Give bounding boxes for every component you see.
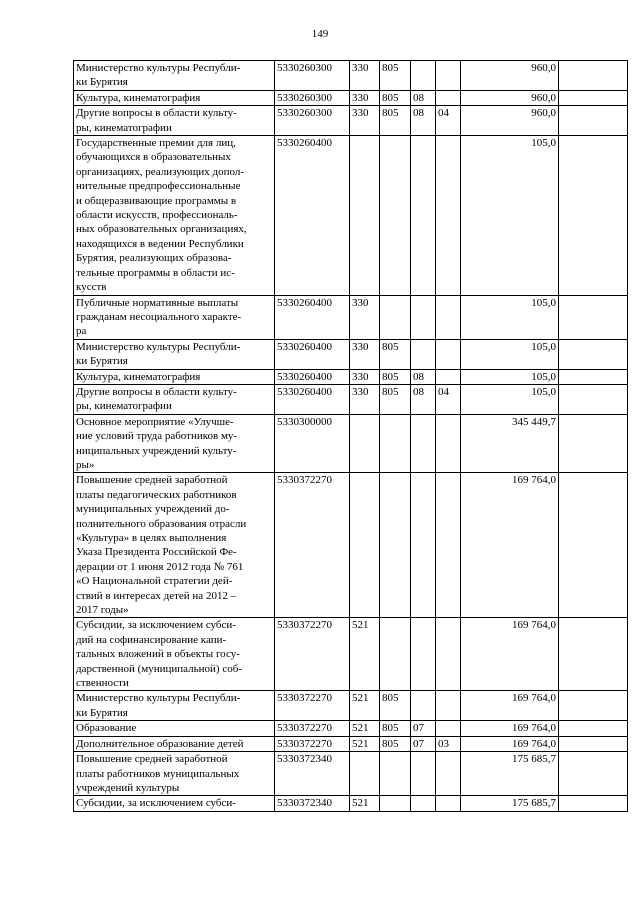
item-name-line: кусств: [76, 281, 107, 294]
budget-table-body: [74, 61, 628, 812]
ministry-code-cell: 805: [380, 384, 411, 414]
budget-table: [73, 60, 628, 812]
ministry-code-cell: 805: [380, 691, 411, 721]
expense-type-cell: 330: [350, 384, 380, 414]
target-article-cell: 5330260400: [275, 339, 350, 369]
amount-cell: 105,0: [461, 369, 559, 384]
expense-type-cell: [350, 414, 380, 473]
item-name-line: ры»: [76, 458, 95, 471]
empty-cell: [559, 339, 628, 369]
ministry-code-cell: 805: [380, 736, 411, 751]
item-name-line: Культура, кинематография: [76, 370, 201, 383]
item-name-line: и общеразвивающие программы в: [76, 194, 237, 207]
section-cell: [411, 295, 436, 339]
amount-cell: 169 764,0: [461, 618, 559, 691]
empty-cell: [559, 414, 628, 473]
item-name-line: полнительного образования отрасли: [76, 517, 247, 530]
item-name-line: Дополнительное образование детей: [76, 737, 244, 750]
item-name-line: ки Бурятия: [76, 706, 128, 719]
table-row: [74, 136, 628, 295]
item-name-line: дарственной (муниципальной) соб-: [76, 662, 242, 675]
item-name-cell: [74, 295, 275, 339]
ministry-code-cell: 805: [380, 106, 411, 136]
subsection-cell: [436, 136, 461, 295]
amount-cell: 960,0: [461, 61, 559, 91]
table-row: [74, 295, 628, 339]
ministry-code-cell: 805: [380, 369, 411, 384]
empty-cell: [559, 473, 628, 618]
target-article-cell: 5330260400: [275, 136, 350, 295]
table-row: [74, 339, 628, 369]
expense-type-cell: 330: [350, 106, 380, 136]
expense-type-cell: 521: [350, 618, 380, 691]
section-cell: [411, 61, 436, 91]
ministry-code-cell: [380, 618, 411, 691]
amount-cell: 960,0: [461, 90, 559, 105]
target-article-cell: 5330372270: [275, 473, 350, 618]
subsection-cell: [436, 90, 461, 105]
empty-cell: [559, 736, 628, 751]
item-name-cell: [74, 339, 275, 369]
subsection-cell: 04: [436, 106, 461, 136]
section-cell: 08: [411, 90, 436, 105]
subsection-cell: [436, 369, 461, 384]
expense-type-cell: [350, 752, 380, 796]
item-name-cell: [74, 369, 275, 384]
section-cell: [411, 136, 436, 295]
item-name-line: платы работников муниципальных: [76, 767, 240, 780]
empty-cell: [559, 691, 628, 721]
table-row: [74, 369, 628, 384]
target-article-cell: 5330260300: [275, 90, 350, 105]
table-row: [74, 473, 628, 618]
table-row: [74, 106, 628, 136]
section-cell: [411, 796, 436, 811]
item-name-line: ниципальных учреждений культу-: [76, 444, 237, 457]
item-name-line: Другие вопросы в области культу-: [76, 107, 237, 120]
target-article-cell: 5330372270: [275, 618, 350, 691]
item-name-cell: [74, 61, 275, 91]
section-cell: 08: [411, 369, 436, 384]
section-cell: [411, 339, 436, 369]
item-name-cell: [74, 691, 275, 721]
target-article-cell: 5330260300: [275, 106, 350, 136]
amount-cell: 169 764,0: [461, 736, 559, 751]
amount-cell: 105,0: [461, 339, 559, 369]
expense-type-cell: [350, 136, 380, 295]
item-name-cell: [74, 90, 275, 105]
empty-cell: [559, 106, 628, 136]
page-number: 149: [311, 28, 329, 40]
target-article-cell: 5330372270: [275, 691, 350, 721]
item-name-line: обучающихся в образовательных: [76, 151, 231, 164]
item-name-line: ки Бурятия: [76, 355, 128, 368]
subsection-cell: [436, 339, 461, 369]
item-name-line: ственности: [76, 677, 129, 690]
ministry-code-cell: [380, 473, 411, 618]
item-name-line: гражданам несоциального характе-: [76, 310, 242, 323]
item-name-line: Министерство культуры Республи-: [76, 62, 241, 74]
table-row: [74, 90, 628, 105]
subsection-cell: 04: [436, 384, 461, 414]
section-cell: [411, 691, 436, 721]
expense-type-cell: 330: [350, 339, 380, 369]
table-row: [74, 752, 628, 796]
item-name-line: тальных вложений в объекты госу-: [76, 648, 240, 661]
empty-cell: [559, 384, 628, 414]
amount-cell: 169 764,0: [461, 691, 559, 721]
expense-type-cell: 330: [350, 369, 380, 384]
item-name-cell: [74, 136, 275, 295]
empty-cell: [559, 369, 628, 384]
subsection-cell: [436, 796, 461, 811]
expense-type-cell: 521: [350, 736, 380, 751]
item-name-cell: [74, 618, 275, 691]
ministry-code-cell: 805: [380, 61, 411, 91]
table-row: [74, 414, 628, 473]
item-name-line: тельные программы в области ис-: [76, 266, 235, 279]
subsection-cell: 03: [436, 736, 461, 751]
section-cell: 07: [411, 736, 436, 751]
expense-type-cell: 521: [350, 721, 380, 736]
item-name-line: Субсидии, за исключением субси-: [76, 619, 236, 632]
ministry-code-cell: [380, 752, 411, 796]
item-name-line: организациях, реализующих допол-: [76, 165, 245, 178]
subsection-cell: [436, 721, 461, 736]
subsection-cell: [436, 414, 461, 473]
item-name-cell: [74, 721, 275, 736]
subsection-cell: [436, 473, 461, 618]
item-name-line: Государственные премии для лиц,: [76, 137, 236, 150]
expense-type-cell: [350, 473, 380, 618]
item-name-cell: [74, 414, 275, 473]
target-article-cell: 5330260400: [275, 369, 350, 384]
item-name-line: ных образовательных организациях,: [76, 223, 247, 236]
item-name-line: ры, кинематографии: [76, 400, 172, 413]
item-name-line: Основное мероприятие «Улучше-: [76, 415, 234, 428]
section-cell: [411, 473, 436, 618]
item-name-line: Субсидии, за исключением субси-: [76, 797, 236, 810]
item-name-line: Повышение средней заработной: [76, 474, 228, 487]
item-name-line: 2017 годы»: [76, 604, 129, 617]
subsection-cell: [436, 295, 461, 339]
amount-cell: 175 685,7: [461, 752, 559, 796]
ministry-code-cell: [380, 414, 411, 473]
item-name-line: Повышение средней заработной: [76, 753, 228, 766]
ministry-code-cell: [380, 295, 411, 339]
item-name-line: «О Национальной стратегии дей-: [76, 575, 233, 588]
subsection-cell: [436, 618, 461, 691]
item-name-cell: [74, 473, 275, 618]
amount-cell: 105,0: [461, 295, 559, 339]
item-name-cell: [74, 796, 275, 811]
item-name-line: Министерство культуры Республи-: [76, 340, 241, 353]
target-article-cell: 5330300000: [275, 414, 350, 473]
target-article-cell: 5330372340: [275, 796, 350, 811]
item-name-line: ствий в интересах детей на 2012 –: [76, 589, 237, 602]
section-cell: [411, 752, 436, 796]
table-row: [74, 384, 628, 414]
item-name-line: «Культура» в целях выполнения: [76, 532, 227, 544]
empty-cell: [559, 796, 628, 811]
item-name-cell: [74, 752, 275, 796]
item-name-line: ра: [76, 325, 87, 338]
expense-type-cell: 330: [350, 295, 380, 339]
target-article-cell: 5330372340: [275, 752, 350, 796]
item-name-cell: [74, 736, 275, 751]
section-cell: 08: [411, 384, 436, 414]
target-article-cell: 5330372270: [275, 736, 350, 751]
item-name-line: дерации от 1 июня 2012 года № 761: [76, 560, 244, 573]
item-name-line: Публичные нормативные выплаты: [76, 296, 239, 309]
amount-cell: 345 449,7: [461, 414, 559, 473]
target-article-cell: 5330260400: [275, 295, 350, 339]
item-name-line: муниципальных учреждений до-: [76, 503, 230, 516]
table-row: [74, 736, 628, 751]
table-row: [74, 796, 628, 811]
empty-cell: [559, 752, 628, 796]
section-cell: 08: [411, 106, 436, 136]
item-name-cell: [74, 106, 275, 136]
empty-cell: [559, 295, 628, 339]
item-name-line: Другие вопросы в области культу-: [76, 385, 237, 398]
item-name-cell: [74, 384, 275, 414]
table-row: [74, 618, 628, 691]
item-name-line: области искусств, профессиональ-: [76, 209, 238, 222]
table-row: [74, 721, 628, 736]
item-name-line: учреждений культуры: [76, 781, 180, 794]
ministry-code-cell: 805: [380, 339, 411, 369]
item-name-line: Указа Президента Российской Фе-: [76, 546, 237, 559]
subsection-cell: [436, 752, 461, 796]
item-name-line: ки Бурятия: [76, 76, 128, 89]
expense-type-cell: 521: [350, 691, 380, 721]
item-name-line: находящихся в ведении Республики: [76, 237, 244, 250]
amount-cell: 175 685,7: [461, 796, 559, 811]
target-article-cell: 5330260400: [275, 384, 350, 414]
empty-cell: [559, 136, 628, 295]
item-name-line: ры, кинематографии: [76, 121, 172, 134]
amount-cell: 105,0: [461, 384, 559, 414]
amount-cell: 169 764,0: [461, 473, 559, 618]
amount-cell: 105,0: [461, 136, 559, 295]
expense-type-cell: 330: [350, 61, 380, 91]
amount-cell: 169 764,0: [461, 721, 559, 736]
item-name-line: платы педагогических работников: [76, 488, 237, 501]
subsection-cell: [436, 61, 461, 91]
item-name-line: Образование: [76, 722, 137, 735]
ministry-code-cell: 805: [380, 721, 411, 736]
subsection-cell: [436, 691, 461, 721]
section-cell: 07: [411, 721, 436, 736]
item-name-line: дий на софинансирование капи-: [76, 633, 227, 646]
section-cell: [411, 414, 436, 473]
table-row: [74, 691, 628, 721]
item-name-line: ние условий труда работников му-: [76, 430, 238, 443]
item-name-line: Культура, кинематография: [76, 91, 201, 104]
ministry-code-cell: 805: [380, 90, 411, 105]
target-article-cell: 5330372270: [275, 721, 350, 736]
empty-cell: [559, 61, 628, 91]
ministry-code-cell: [380, 796, 411, 811]
expense-type-cell: 521: [350, 796, 380, 811]
item-name-line: Министерство культуры Республи-: [76, 692, 241, 705]
empty-cell: [559, 90, 628, 105]
empty-cell: [559, 721, 628, 736]
expense-type-cell: 330: [350, 90, 380, 105]
table-row: [74, 61, 628, 91]
amount-cell: 960,0: [461, 106, 559, 136]
section-cell: [411, 618, 436, 691]
empty-cell: [559, 618, 628, 691]
target-article-cell: 5330260300: [275, 61, 350, 91]
ministry-code-cell: [380, 136, 411, 295]
item-name-line: нительные предпрофессиональные: [76, 180, 241, 193]
item-name-line: Бурятия, реализующих образова-: [76, 252, 232, 265]
